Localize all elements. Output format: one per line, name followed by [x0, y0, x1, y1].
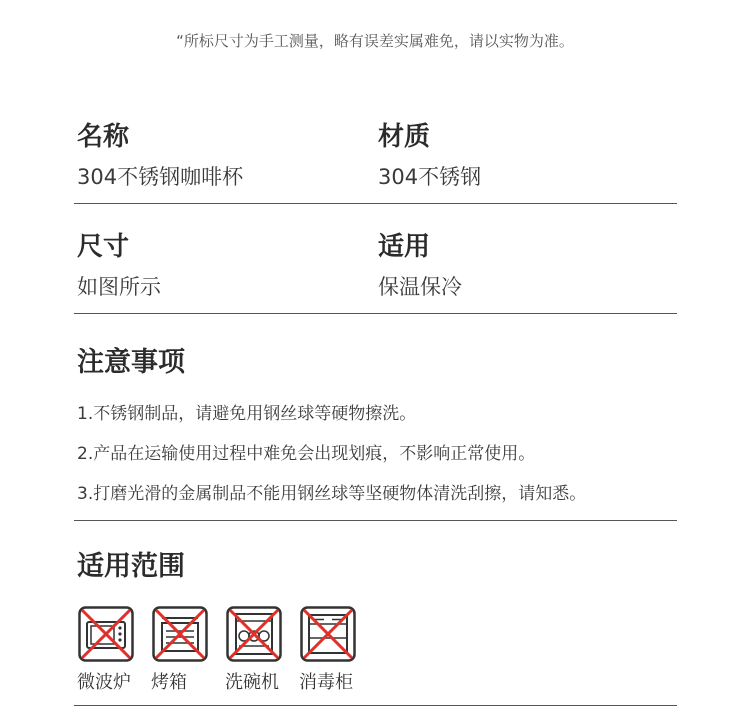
spec-material [378, 121, 481, 191]
usage-item-label: 微波炉 [77, 672, 131, 693]
spec-name-value: 304不锈钢咖啡杯 [77, 165, 244, 189]
oven-icon [152, 606, 208, 662]
spec-name-label: 名称 [77, 122, 130, 152]
precautions-list [77, 400, 717, 520]
usage-item-label: 洗碗机 [225, 672, 279, 693]
spec-size-value: 如图所示 [77, 275, 161, 299]
precaution-item: 2.产品在运输使用过程中难免会出现划痕，不影响正常使用。 [77, 444, 536, 464]
usage-scope-title: 适用范围 [77, 551, 185, 582]
measurement-note: “所标尺寸为手工测量，略有误差实属难免，请以实物为准。 [176, 32, 574, 50]
usage-item-oven [151, 606, 225, 694]
usage-item-microwave [77, 606, 151, 694]
precautions-title: 注意事项 [77, 347, 185, 378]
usage-item-dishwasher [225, 606, 299, 694]
precaution-item: 3.打磨光滑的金属制品不能用钢丝球等坚硬物体清洗刮擦，请知悉。 [77, 484, 587, 504]
microwave-icon [78, 606, 134, 662]
dishwasher-icon [226, 606, 282, 662]
usage-item-label: 消毒柜 [299, 672, 353, 693]
spec-size-label: 尺寸 [77, 232, 130, 262]
spec-material-value: 304不锈钢 [378, 165, 482, 189]
spec-name [77, 121, 243, 191]
divider [74, 520, 677, 521]
spec-material-label: 材质 [378, 122, 431, 152]
spec-usage [378, 231, 462, 301]
usage-scope-icons [77, 606, 373, 694]
divider [74, 203, 677, 204]
usage-item-label: 烤箱 [151, 672, 187, 693]
disinfection-cabinet-icon [300, 606, 356, 662]
divider [74, 705, 677, 706]
spec-size [77, 231, 161, 301]
spec-usage-value: 保温保冷 [378, 275, 462, 299]
precaution-item: 1.不锈钢制品，请避免用钢丝球等硬物擦洗。 [77, 404, 417, 424]
usage-item-disinfection-cabinet [299, 606, 373, 694]
spec-usage-label: 适用 [378, 232, 431, 262]
divider [74, 313, 677, 314]
